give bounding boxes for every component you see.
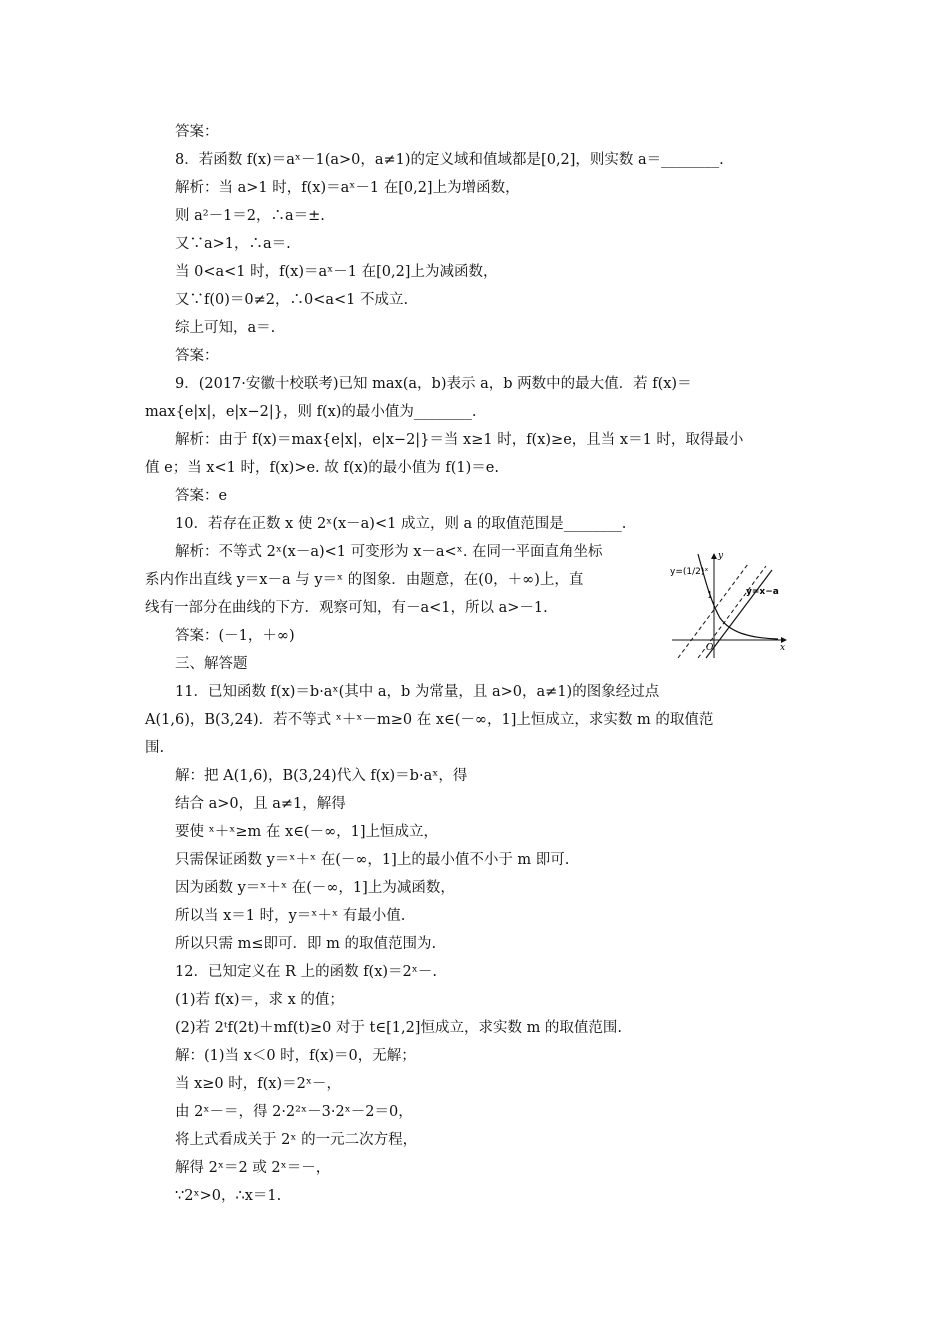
q10-stem: 10．若存在正数 x 使 2ˣ(x－a)<1 成立，则 a 的取值范围是________. [175, 516, 627, 532]
q12-solution-2: 当 x≥0 时，f(x)＝2ˣ－， [175, 1076, 341, 1092]
q10-solution-3: 线有一部分在曲线的下方．观察可知，有－a<1，所以 a>－1. [145, 600, 548, 616]
q9-stem-2: max{e|x|，e|x−2|}，则 f(x)的最小值为________. [145, 404, 477, 420]
q11-solution-3: 要使 ˣ＋ˣ≥m 在 x∈(－∞，1]上恒成立， [175, 824, 439, 840]
q10-solution-2: 系内作出直线 y＝x－a 与 y＝ˣ 的图象．由题意，在(0，＋∞)上，直 [145, 572, 584, 588]
q11-stem-1: 11．已知函数 f(x)＝b·aˣ(其中 a，b 为常量，且 a>0，a≠1)的图象经过点 [175, 684, 660, 700]
q11-stem-2: A(1,6)，B(3,24)．若不等式 ˣ＋ˣ－m≥0 在 x∈(－∞，1]上恒成立，求实数 m 的取值范 [145, 712, 714, 728]
q12-part-2: (2)若 2ᵗf(2t)＋mf(t)≥0 对于 t∈[1,2]恒成立，求实数 m 的取值范围. [175, 1020, 623, 1036]
one-label: 1 [707, 591, 713, 601]
q11-solution-6: 所以当 x＝1 时，y＝ˣ＋ˣ 有最小值. [175, 908, 406, 924]
q12-part-1: (1)若 f(x)＝，求 x 的值； [175, 992, 344, 1008]
answer-8: 答案： [175, 348, 219, 364]
q9-solution-2: 值 e；当 x<1 时，f(x)>e. 故 f(x)的最小值为 f(1)＝e. [145, 460, 499, 476]
answer-7: 答案： [175, 124, 219, 140]
q9-stem-1: 9．(2017·安徽十校联考)已知 max(a，b)表示 a，b 两数中的最大值．若 f(x)＝ [175, 376, 692, 392]
q11-solution-2: 结合 a>0，且 a≠1，解得 [175, 796, 346, 812]
q8-solution-5: 又∵f(0)＝0≠2，∴0<a<1 不成立. [175, 292, 409, 308]
line-label: y=x−a [746, 587, 779, 597]
q9-solution-1: 解析：由于 f(x)＝max{e|x|，e|x−2|}＝当 x≥1 时，f(x)≥e，且当 x＝1 时，取得最小 [175, 432, 744, 448]
q11-solution-4: 只需保证函数 y＝ˣ＋ˣ 在(－∞，1]上的最小值不小于 m 即可. [175, 852, 570, 868]
q8-solution-1: 解析：当 a>1 时，f(x)＝aˣ－1 在[0,2]上为增函数， [175, 180, 520, 196]
q12-stem: 12．已知定义在 R 上的函数 f(x)＝2ˣ－. [175, 964, 438, 980]
q11-solution-5: 因为函数 y＝ˣ＋ˣ 在(－∞，1]上为减函数， [175, 880, 455, 896]
solid-line [706, 570, 772, 658]
q12-solution-3: 由 2ˣ－＝，得 2·2²ˣ－3·2ˣ－2＝0， [175, 1104, 413, 1120]
q11-solution-7: 所以只需 m≤即可．即 m 的取值范围为. [175, 936, 437, 952]
q12-solution-4: 将上式看成关于 2ˣ 的一元二次方程， [175, 1132, 418, 1148]
q12-solution-1: 解：(1)当 x＜0 时，f(x)＝0，无解； [175, 1048, 416, 1064]
origin-label: O [706, 643, 714, 653]
curve-label: y=(1/2)ˣ [670, 567, 709, 577]
q11-stem-3: 围. [145, 740, 165, 756]
q8-solution-3: 又∵a>1，∴a＝. [175, 236, 291, 252]
y-axis-label: y [718, 551, 724, 561]
answer-10: 答案：(－1，＋∞) [175, 628, 295, 644]
q10-solution-1: 解析：不等式 2ˣ(x－a)<1 可变形为 x－a<ˣ. 在同一平面直角坐标 [175, 544, 603, 560]
answer-9: 答案：e [175, 488, 228, 504]
q12-solution-5: 解得 2ˣ＝2 或 2ˣ＝－， [175, 1160, 331, 1176]
q8-solution-4: 当 0<a<1 时，f(x)＝aˣ－1 在[0,2]上为减函数， [175, 264, 498, 280]
section-heading: 三、解答题 [175, 656, 248, 672]
q11-solution-1: 解：把 A(1,6)，B(3,24)代入 f(x)＝b·aˣ，得 [175, 768, 468, 784]
q12-solution-6: ∵2ˣ>0，∴x＝1. [175, 1188, 282, 1204]
q8-solution-6: 综上可知，a＝. [175, 320, 276, 336]
q8-solution-2: 则 a²－1＝2，∴a＝±. [175, 208, 325, 224]
graph-figure [668, 548, 790, 660]
x-axis-label: x [780, 643, 786, 653]
q8-stem: 8．若函数 f(x)＝aˣ－1(a>0，a≠1)的定义域和值域都是[0,2]，则实数 a＝________. [175, 152, 724, 168]
